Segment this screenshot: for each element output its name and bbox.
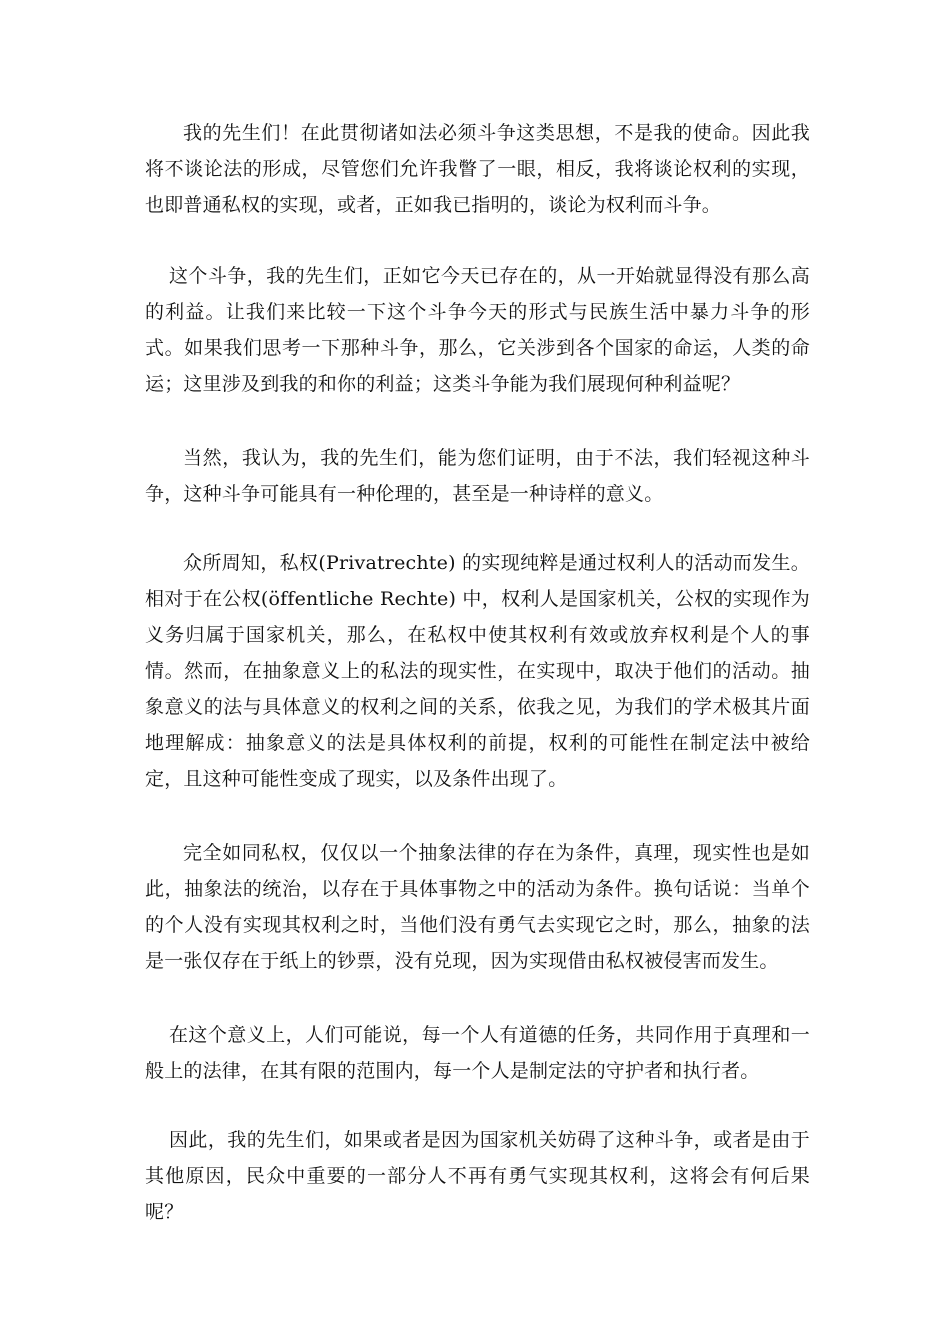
paragraph-3: 当然，我认为，我的先生们，能为您们证明，由于不法，我们轻视这种斗争，这种斗争可能具有一种伦理的，甚至是一种诗样的意义。 xyxy=(145,447,810,505)
paragraph-2: 这个斗争，我的先生们，正如它今天已存在的，从一开始就显得没有那么高的利益。让我们来比较一下这个斗争今天的形式与民族生活中暴力斗争的形式。如果我们思考一下那种斗争，那么，它关涉到各个国家的命运，人类的命运；这里涉及到我的和你的利益；这类斗争能为我们展现何种利益呢？ xyxy=(145,265,810,395)
paragraph-6: 在这个意义上，人们可能说，每一个人有道德的任务，共同作用于真理和一般上的法律，在其有限的范围内，每一个人是制定法的守护者和执行者。 xyxy=(145,1024,810,1082)
paragraph-5: 完全如同私权，仅仅以一个抽象法律的存在为条件，真理，现实性也是如此，抽象法的统治，以存在于具体事物之中的活动为条件。换句话说：当单个的个人没有实现其权利之时，当他们没有勇气去实现它之时，那么，抽象的法是一张仅存在于纸上的钞票，没有兑现，因为实现借由私权被侵害而发生。 xyxy=(145,842,810,972)
paragraph-4: 众所周知，私权(Privatrechte) 的实现纯粹是通过权利人的活动而发生。相对于在公权(öffentliche Rechte) 中，权利人是国家机关，公权的实现作为义务归属于国家机关，那么，在私权中使其权利有效或放弃权利是个人的事情。然而，在抽象意义上的私法的现实性，在实现中，取决于他们的活动。抽象意义的法与具体意义的权利之间的关系，依我之见，为我们的学术极其片面地理解成：抽象意义的法是具体权利的前提，权利的可能性在制定法中被给定，且这种可能性变成了现实，以及条件出现了。 xyxy=(145,552,810,790)
paragraph-1: 我的先生们！在此贯彻诸如法必须斗争这类思想，不是我的使命。因此我将不谈论法的形成，尽管您们允许我瞥了一眼，相反，我将谈论权利的实现，也即普通私权的实现，或者，正如我已指明的，谈论为权利而斗争。 xyxy=(145,122,810,216)
paragraph-7: 因此，我的先生们，如果或者是因为国家机关妨碍了这种斗争，或者是由于其他原因，民众中重要的一部分人不再有勇气实现其权利，这将会有何后果呢？ xyxy=(145,1129,810,1223)
